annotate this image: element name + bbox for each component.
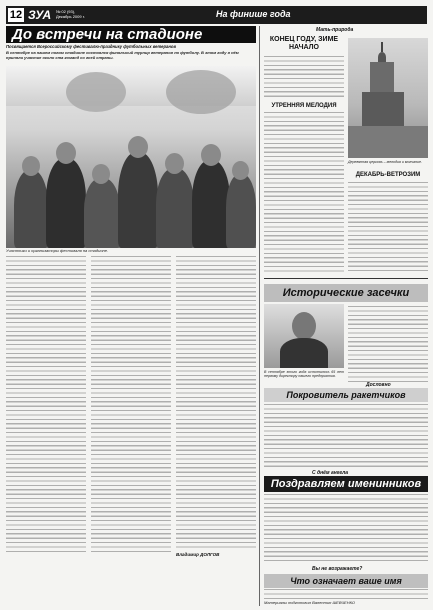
rocketmen-text [264,404,428,470]
masthead-bar [6,6,427,24]
nature-text-1 [264,56,344,100]
issue-info: № 02 (93), Декабрь 2009 г. [56,9,85,19]
article-column-2 [91,256,171,556]
column-divider [259,26,260,606]
december-text [348,182,428,272]
main-subhead: Посвящается Всероссийскому фестивалю-празднику футбольных ветеранов [6,44,176,49]
birthdays-list [264,494,428,564]
history-text [348,306,428,382]
birthdays-title: Поздравляем именинников [264,476,428,492]
main-lead: В сентябре на нашем новом стадионе состоялся финальный турнир ветеранов по футболу. В этом году в нём приняли участие около ста команд со всей страны. [6,50,239,60]
divider-history [264,278,428,279]
church-caption: Деревянная церковь – мелодия и молчание. [348,160,423,164]
rubric-nature: Мать-природа [316,27,354,33]
group-photo [6,66,256,248]
nature-text-2 [264,112,344,272]
rubric-verbatim: Дословно [366,382,391,388]
photo-caption: Участники и организаторы фестиваля на стадионе. [6,248,109,253]
rubric-angel-day: С днём ангела [312,470,349,476]
article-byline: Владимир ДОЛГОВ [176,552,220,557]
nature-title: КОНЕЦ ГОДУ, ЗИМЕ НАЧАЛО [269,36,339,51]
section-title: На финише года [216,9,291,19]
portrait-caption: В сентябре этого года исполнилось 65 лет первому директору нашего предприятия. [264,370,344,379]
article-column-3 [176,256,256,548]
history-title: Исторические засечки [264,284,428,302]
church-photo [348,38,428,158]
december-title: ДЕКАБРЬ-ВЕТРОЗИМ [355,172,421,178]
credits-footer: Материалы подготовил Валентин ШЕВЧЕНКО [264,600,356,605]
page-number: 12 [9,9,23,21]
rocketmen-title: Покровитель ракетчиков [264,388,428,402]
rubric-question: Вы не возражаете? [312,566,363,572]
newspaper-logo: ЗУА [28,8,52,22]
article-column-1 [6,256,86,556]
name-meaning-text [264,589,428,599]
main-headline: До встречи на стадионе [6,26,256,43]
name-meaning-title: Что означает ваше имя [264,574,428,588]
director-portrait [264,304,344,368]
morning-melody-title: УТРЕННЯЯ МЕЛОДИЯ [271,103,337,109]
